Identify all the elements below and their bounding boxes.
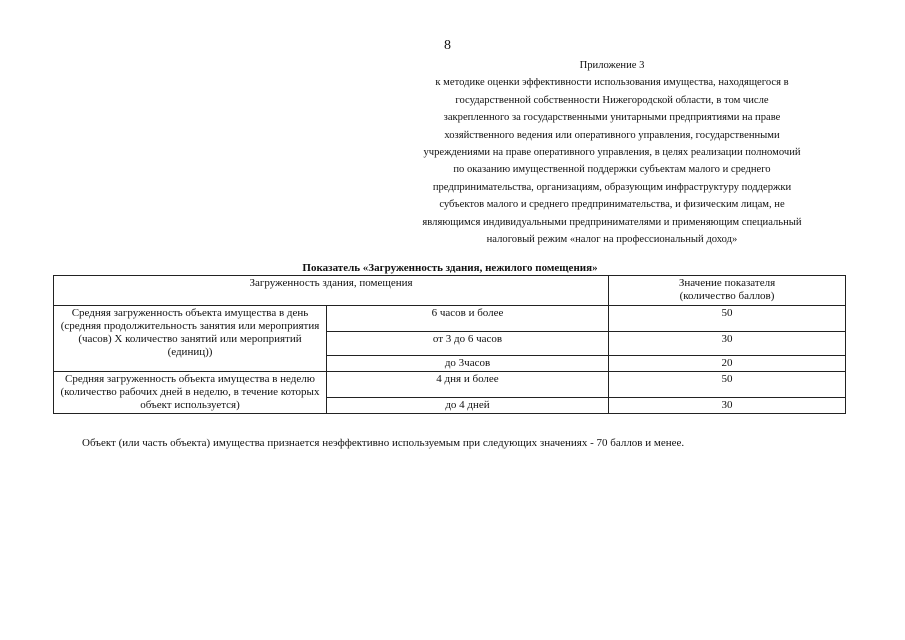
table-row: [54, 306, 846, 332]
appendix-line: являющимся индивидуальными предпринимателями и применяющим специальный: [422, 216, 802, 228]
appendix-line: государственной собственности Нижегородской области, в том числе: [455, 94, 769, 106]
score-cell: 50: [609, 372, 846, 398]
appendix-header: [372, 57, 852, 248]
score-cell: 30: [609, 398, 846, 414]
table-title: Показатель «Загруженность здания, нежилого помещения»: [302, 262, 598, 274]
condition-cell: 6 часов и более: [327, 306, 609, 332]
header-score-cell: [609, 276, 846, 306]
appendix-line: предпринимательства, организациям, образующим инфраструктуру поддержки: [432, 181, 792, 193]
appendix-line: по оказанию имущественной поддержки субъектам малого и среднего: [453, 164, 771, 176]
condition-cell: до 4 дней: [327, 398, 609, 414]
score-cell: 30: [609, 332, 846, 356]
header-load-cell: Загруженность здания, помещения: [54, 276, 609, 306]
appendix-line: Приложение 3: [579, 60, 645, 71]
score-cell: 50: [609, 306, 846, 332]
appendix-line: налоговый режим «налог на профессиональный доход»: [486, 234, 738, 246]
appendix-line: к методике оценки эффективности использования имущества, находящегося в: [435, 77, 789, 89]
condition-cell: до 3часов: [327, 356, 609, 372]
appendix-line: учреждениями на праве оперативного управления, в целях реализации полномочий: [423, 147, 801, 159]
score-cell: 20: [609, 356, 846, 372]
header-score-line: (количество баллов): [679, 290, 775, 302]
group-label-weekly: Средняя загруженность объекта имущества в неделю (количество рабочих дней в неделю, в течение которых объект используется): [54, 372, 327, 414]
table-row: [54, 372, 846, 398]
header-score-line: Значение показателя: [678, 277, 776, 289]
appendix-line: хозяйственного ведения или оперативного управления, государственными: [444, 129, 780, 141]
condition-cell: 4 дня и более: [327, 372, 609, 398]
footer-note: Объект (или часть объекта) имущества признается неэффективно используемым при следующих значениях - 70 баллов и менее.: [82, 437, 685, 449]
table-header-row: [54, 276, 846, 306]
page-number: 8: [444, 38, 451, 53]
appendix-line: субъектов малого и среднего предпринимательства, и физическим лицам, не: [439, 199, 785, 211]
appendix-line: закрепленного за государственными унитарными предприятиями на праве: [443, 112, 781, 124]
group-label-daily: Средняя загруженность объекта имущества в день (средняя продолжительность занятия или мероприятия (часов) X количество занятий или мероприятий (единиц)): [54, 306, 327, 372]
indicator-table: [53, 275, 846, 414]
condition-cell: от 3 до 6 часов: [327, 332, 609, 356]
